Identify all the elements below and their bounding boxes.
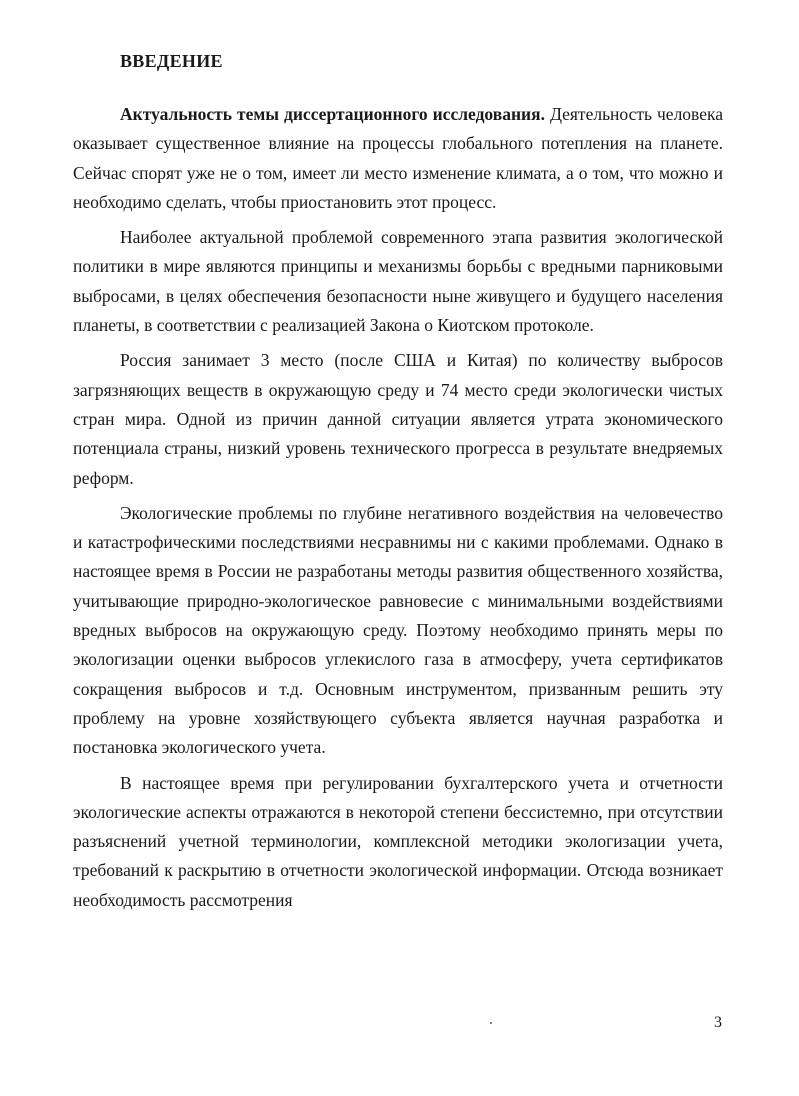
document-page <box>73 0 723 1096</box>
paragraph-ecological-policy: Наиболее актуальной проблемой современного этапа развития экологической политики в мире являются принципы и механизмы борьбы с вредными парниковыми выбросами, в целях обеспечения безопасности ныне живущего и будущего населения планеты, в соответствии с реализацией Закона о Киотском протоколе. <box>73 227 723 336</box>
paragraph-russia-emissions: Россия занимает 3 место (после США и Китая) по количеству выбросов загрязняющих веществ в окружающую среду и 74 место среди экологически чистых стран мира. Одной из причин данной ситуации является утрата экономического потенциала страны, низкий уровень технического прогресса в результате внедряемых реформ. <box>73 350 723 488</box>
paragraph-ecological-problems: Экологические проблемы по глубине негативного воздействия на человечество и катастрофическими последствиями несравнимы ни с какими проблемами. Однако в настоящее время в России не разработаны методы развития общественного хозяйства, учитывающие природно-экологическое равновесие с минимальными воздействиями вредных выбросов на окружающую среду. Поэтому необходимо принять меры по экологизации оценки выбросов углекислого газа в атмосферу, учета сертификатов сокращения выбросов и т.д. Основным инструментом, призванным решить эту проблему на уровне хозяйствующего субъекта является научная разработка и постановка экологического учета. <box>73 502 723 758</box>
paragraph-accounting-regulation: В настоящее время при регулировании бухгалтерского учета и отчетности экологические аспекты отражаются в некоторой степени бессистемно, при отсутствии разъяснений учетной терминологии, комплексной методики экологизации учета, требований к раскрытию в отчетности экологической информации. Отсюда возникает необходимость рассмотрения <box>73 772 723 910</box>
relevance-text: Деятельность человека оказывает существенное влияние на процессы глобального потепления на планете. Сейчас спорят уже не о том, имеет ли место изменение климата, а о том, что можно и необходимо сделать, чтобы приостановить этот процесс. <box>73 104 723 212</box>
section-heading: ВВЕДЕНИЕ <box>120 51 223 71</box>
body-text <box>73 100 723 921</box>
page-number: 3 <box>714 1014 722 1031</box>
paragraph-relevance <box>73 100 723 217</box>
scan-speck <box>490 1022 492 1024</box>
relevance-lead: Актуальность темы диссертационного исследования. <box>120 104 545 124</box>
